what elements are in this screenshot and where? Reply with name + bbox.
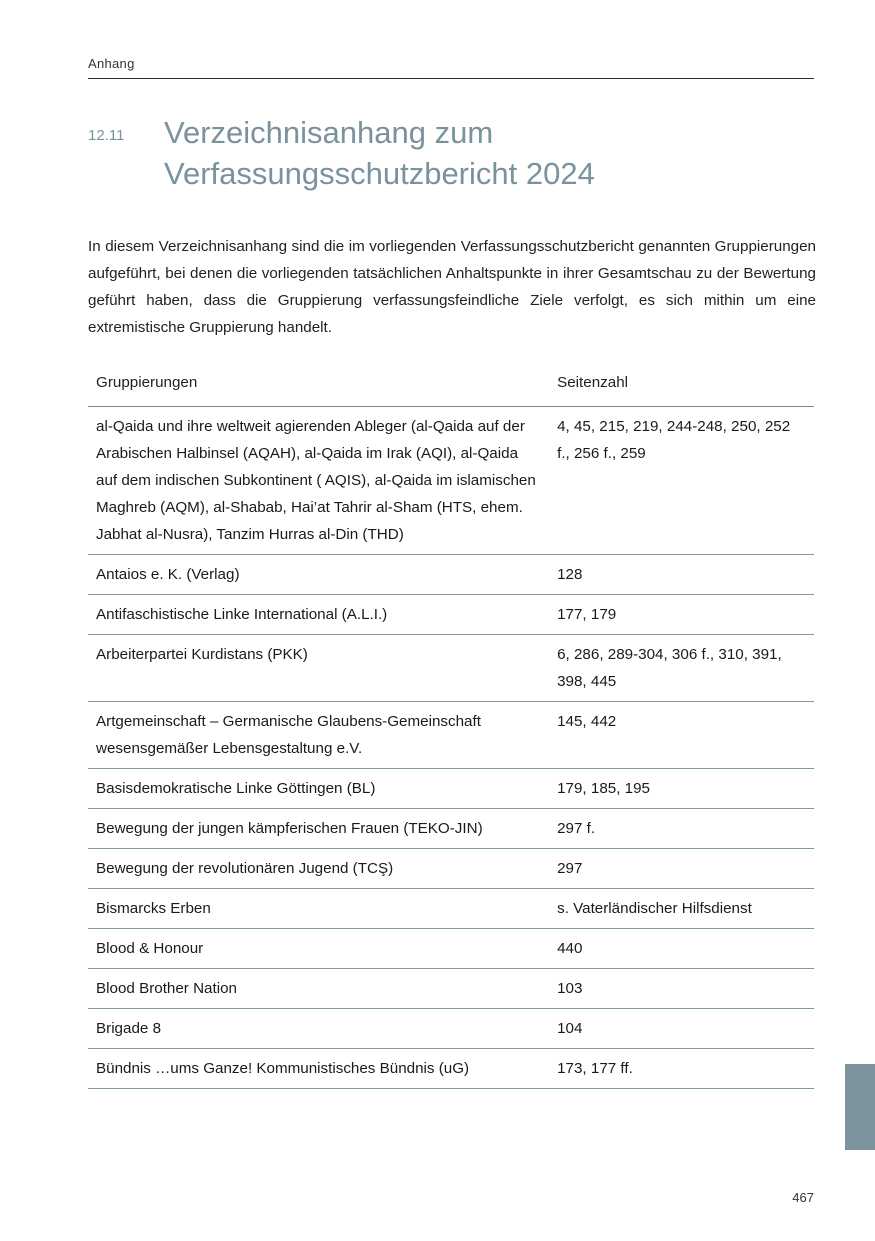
page-numbers: 177, 179 [549, 595, 814, 635]
intro-paragraph: In diesem Verzeichnisanhang sind die im vorliegenden Verfassungsschutzbericht genannten Gruppierungen aufgeführt, bei denen die vorliegenden tatsächlichen Anhaltspunkte in ihrer Gesamtschau zu der Bewertung geführt haben, dass die Gruppierung verfassungsfeindliche Ziele verfolgt, es sich mithin um eine extremistische Gruppierung handelt. [88, 238, 816, 336]
section-title-line-2: Verfassungsschutzbericht 2024 [164, 156, 595, 191]
group-index-table [88, 362, 814, 1089]
group-name: Arbeiterpartei Kurdistans (PKK) [88, 635, 549, 702]
group-name: Bündnis …ums Ganze! Kommunistisches Bündnis (uG) [88, 1049, 549, 1089]
section-title [164, 112, 804, 194]
group-name: Bewegung der jungen kämpferischen Frauen (TEKO-JIN) [88, 809, 549, 849]
header-rule [88, 78, 814, 79]
table-header-row [88, 362, 814, 407]
table-row [88, 1009, 814, 1049]
table-row [88, 407, 814, 555]
chapter-side-tab [845, 1064, 875, 1150]
page-numbers: 179, 185, 195 [549, 769, 814, 809]
page-numbers: s. Vaterländischer Hilfsdienst [549, 889, 814, 929]
page-numbers: 6, 286, 289-304, 306 f., 310, 391, 398, 445 [549, 635, 814, 702]
table-row [88, 769, 814, 809]
group-name: Brigade 8 [88, 1009, 549, 1049]
section-number: 12.11 [88, 127, 125, 144]
group-name: Antifaschistische Linke International (A.L.I.) [88, 595, 549, 635]
table-row [88, 555, 814, 595]
page-numbers: 440 [549, 929, 814, 969]
table-row [88, 1049, 814, 1089]
table-row [88, 595, 814, 635]
column-header-groups: Gruppierungen [88, 362, 549, 407]
group-name: Blood Brother Nation [88, 969, 549, 1009]
group-name: Blood & Honour [88, 929, 549, 969]
table-row [88, 889, 814, 929]
page-numbers: 145, 442 [549, 702, 814, 769]
group-name: Basisdemokratische Linke Göttingen (BL) [88, 769, 549, 809]
table-row [88, 969, 814, 1009]
table-row [88, 809, 814, 849]
page-numbers: 297 [549, 849, 814, 889]
table-row [88, 929, 814, 969]
page-numbers: 104 [549, 1009, 814, 1049]
group-name: Artgemeinschaft – Germanische Glaubens-Gemeinschaft wesensgemäßer Lebensgestaltung e.V. [88, 702, 549, 769]
page-numbers: 297 f. [549, 809, 814, 849]
table-row [88, 702, 814, 769]
group-name: Bismarcks Erben [88, 889, 549, 929]
page-numbers: 173, 177 ff. [549, 1049, 814, 1089]
column-header-pages: Seitenzahl [549, 362, 814, 407]
group-name: Bewegung der revolutionären Jugend (TCŞ) [88, 849, 549, 889]
page-numbers: 103 [549, 969, 814, 1009]
group-name: al-Qaida und ihre weltweit agierenden Ableger (al-Qaida auf der Arabischen Halbinsel (AQAH), al-Qaida im Irak (AQI), al-Qaida auf dem indischen Subkontinent ( AQIS), al-Qaida im islamischen Maghreb (AQM), al-Shabab, Hai’at Tahrir al-Sham (HTS, ehem. Jabhat al-Nusra), Tanzim Hurras al-Din (THD) [88, 407, 549, 555]
running-head: Anhang [88, 56, 135, 71]
page-number: 467 [792, 1190, 814, 1205]
table-row [88, 849, 814, 889]
page-numbers: 128 [549, 555, 814, 595]
table-row [88, 635, 814, 702]
section-title-line-1: Verzeichnisanhang zum [164, 115, 494, 150]
page-numbers: 4, 45, 215, 219, 244-248, 250, 252 f., 256 f., 259 [549, 407, 814, 555]
group-name: Antaios e. K. (Verlag) [88, 555, 549, 595]
